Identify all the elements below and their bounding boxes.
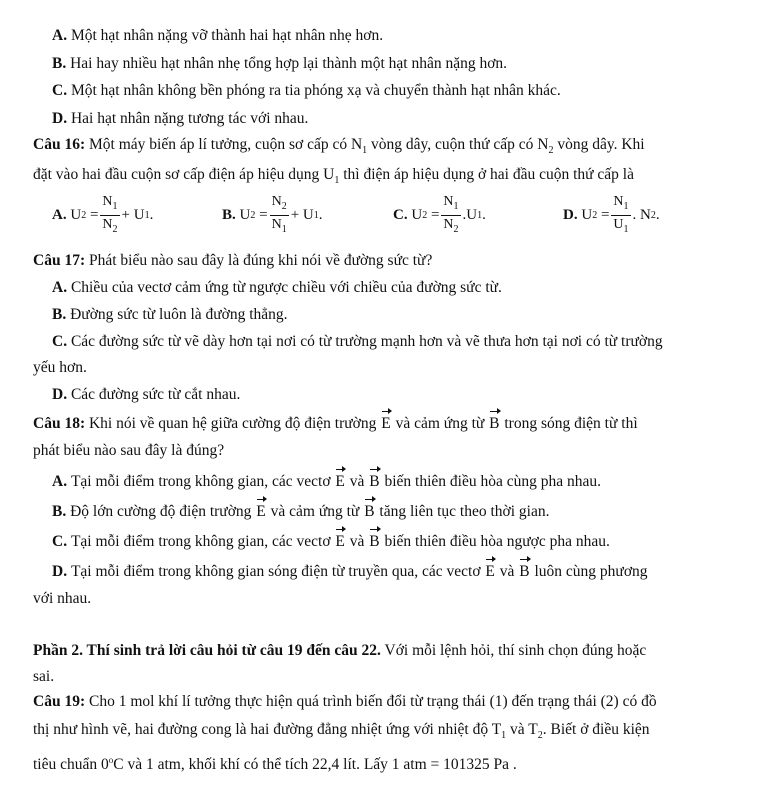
q18-option-c: C. Tại mỗi điểm trong không gian, các vectơ E và B biến thiên điều hòa ngược pha nhau. bbox=[52, 533, 610, 550]
q18-option-d-cont: với nhau. bbox=[33, 590, 92, 607]
q15-option-c: C. Một hạt nhân không bền phóng ra tia phóng xạ và chuyển thành hạt nhân khác. bbox=[52, 82, 561, 99]
q19-stem-line2: thị như hình vẽ, hai đường cong là hai đường đẳng nhiệt ứng với nhiệt độ $T_1$ và $T_2$. Biết ở điều kiện bbox=[33, 721, 650, 742]
q17-option-b: B. Đường sức từ luôn là đường thẳng. bbox=[52, 306, 288, 323]
q16-stem-line1: Câu 16: Một máy biến áp lí tưởng, cuộn sơ cấp có $N_1$ vòng dây, cuộn thứ cấp có $N_2$ vòng dây. Khi bbox=[33, 136, 645, 157]
q16-option-c: C. U 2 = $\frac{N_1}{N_2}$ .U 1 . bbox=[393, 193, 486, 235]
q18-option-a: A. Tại mỗi điểm trong không gian, các vectơ E và B biến thiên điều hòa cùng pha nhau. bbox=[52, 473, 601, 490]
q15-option-d: D. Hai hạt nhân nặng tương tác với nhau. bbox=[52, 110, 309, 127]
q17-stem: Câu 17: Phát biểu nào sau đây là đúng khi nói về đường sức từ? bbox=[33, 252, 433, 269]
part2-heading: Phần 2. Thí sinh trả lời câu hỏi từ câu 19 đến câu 22. Với mỗi lệnh hỏi, thí sinh chọn đúng hoặc bbox=[33, 642, 647, 659]
q15-option-a: A. Một hạt nhân nặng vỡ thành hai hạt nhân nhẹ hơn. bbox=[52, 27, 384, 44]
q15-option-b: B. Hai hay nhiều hạt nhân nhẹ tổng hợp lại thành một hạt nhân nặng hơn. bbox=[52, 55, 508, 72]
q17-option-c-cont: yếu hơn. bbox=[33, 359, 87, 376]
q19-stem-line3: tiêu chuẩn 0$^o$C và 1 atm, khối khí có thể tích 22,4 lít. Lấy 1 atm = 101325 Pa . bbox=[33, 755, 517, 774]
q16-option-a: A. U 2 = $\frac{N_1}{N_2}$ + U 1 . bbox=[52, 193, 154, 235]
part2-heading-cont: sai. bbox=[33, 668, 55, 685]
q18-option-b: B. Độ lớn cường độ điện trường E và cảm ứng từ B tăng liên tục theo thời gian. bbox=[52, 503, 550, 520]
q16-stem-line2: đặt vào hai đầu cuộn sơ cấp điện áp hiệu dụng $U_1$ thì điện áp hiệu dụng ở hai đầu cuộn thứ cấp là bbox=[33, 166, 634, 187]
q18-option-d: D. Tại mỗi điểm trong không gian sóng điện từ truyền qua, các vectơ E và B luôn cùng phương bbox=[52, 563, 648, 580]
q17-option-c: C. Các đường sức từ vẽ dày hơn tại nơi có từ trường mạnh hơn và vẽ thưa hơn tại nơi có từ trường bbox=[52, 333, 663, 350]
q17-option-a: A. Chiều của vectơ cảm ứng từ ngược chiều với chiều của đường sức từ. bbox=[52, 279, 502, 296]
q19-stem-line1: Câu 19: Cho 1 mol khí lí tưởng thực hiện quá trình biến đổi từ trạng thái (1) đến trạng thái (2) có đồ bbox=[33, 693, 657, 710]
q18-stem-line2: phát biểu nào sau đây là đúng? bbox=[33, 442, 225, 459]
q16-option-d: D. U 2 = $\frac{N_1}{U_1}$ . N 2 . bbox=[563, 193, 660, 235]
q18-stem-line1: Câu 18: Khi nói về quan hệ giữa cường độ điện trường E và cảm ứng từ B trong sóng điện từ thì bbox=[33, 415, 638, 432]
q17-option-d: D. Các đường sức từ cắt nhau. bbox=[52, 386, 241, 403]
q16-option-b: B. U 2 = $\frac{N_2}{N_1}$ + U 1 . bbox=[222, 193, 323, 235]
